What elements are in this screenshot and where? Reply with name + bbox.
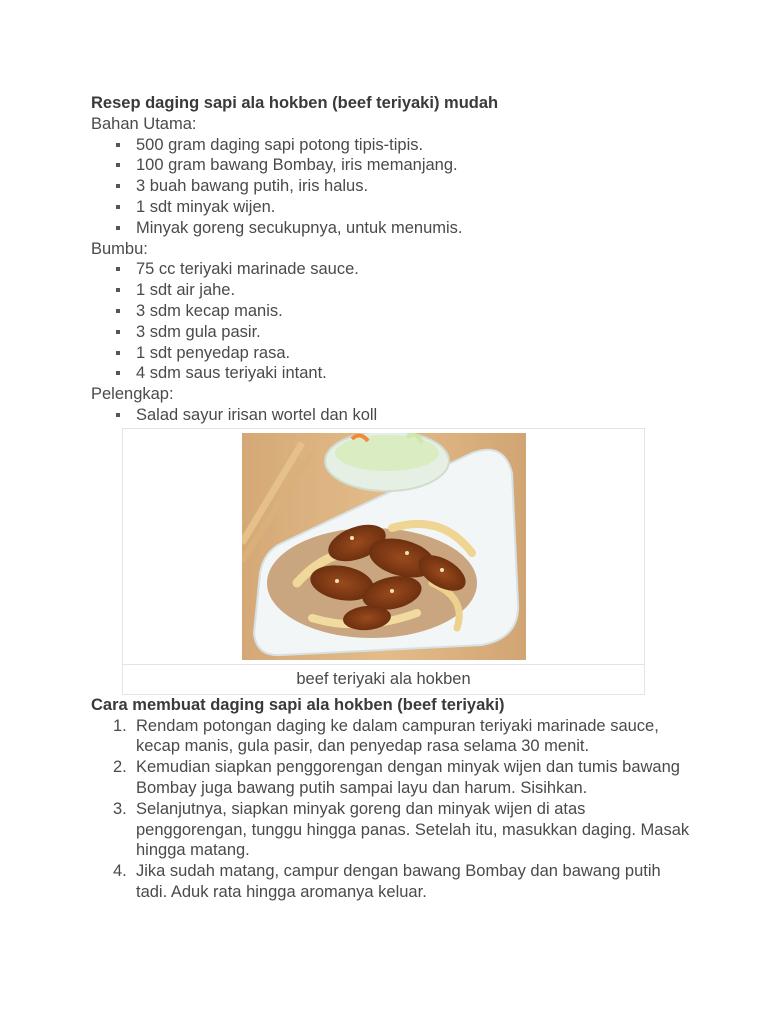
method-steps: [91, 716, 691, 903]
list-item: 1 sdt air jahe.: [91, 280, 691, 301]
list-item: 3 sdm gula pasir.: [91, 322, 691, 343]
spice-heading: Bumbu:: [91, 239, 148, 258]
spice-list: [91, 259, 691, 384]
list-item: Salad sayur irisan wortel dan koll: [91, 405, 691, 426]
step-number: 3.: [113, 799, 127, 818]
step-text: Selanjutnya, siapkan minyak goreng dan minyak wijen di atas penggorengan, tunggu hingga panas. Setelah itu, masukkan daging. Masak hingga matang.: [136, 799, 690, 860]
step-number: 2.: [113, 758, 127, 777]
side-heading: Pelengkap:: [91, 385, 174, 404]
step-text: Jika sudah matang, campur dengan bawang Bombay dan bawang putih tadi. Aduk rata hingga aromanya keluar.: [136, 862, 661, 901]
step-text: Rendam potongan daging ke dalam campuran teriyaki marinade sauce, kecap manis, gula pasir, dan penyedap rasa selama 30 menit.: [136, 716, 659, 756]
list-item: [91, 799, 691, 861]
main-ingredients-list: [91, 135, 691, 239]
list-item: 3 buah bawang putih, iris halus.: [91, 176, 691, 197]
step-number: 4.: [113, 862, 127, 881]
recipe-document: [91, 93, 691, 903]
side-list: [91, 405, 691, 426]
list-item: [91, 757, 691, 799]
list-item: Minyak goreng secukupnya, untuk menumis.: [91, 218, 691, 239]
list-item: 3 sdm kecap manis.: [91, 301, 691, 322]
list-item: [91, 861, 691, 903]
beef-teriyaki-photo: [242, 433, 526, 660]
list-item: 1 sdt minyak wijen.: [91, 197, 691, 218]
list-item: [91, 716, 691, 758]
list-item: 4 sdm saus teriyaki intant.: [91, 363, 691, 384]
list-item: 500 gram daging sapi potong tipis-tipis.: [91, 135, 691, 156]
method-title: Cara membuat daging sapi ala hokben (beef teriyaki): [91, 695, 505, 714]
main-ingredients-heading: Bahan Utama:: [91, 114, 197, 133]
step-text: Kemudian siapkan penggorengan dengan minyak wijen dan tumis bawang Bombay juga bawang putih sampai layu dan harum. Sisihkan.: [136, 758, 680, 797]
list-item: 1 sdt penyedap rasa.: [91, 343, 691, 364]
step-number: 1.: [113, 716, 127, 735]
image-caption: beef teriyaki ala hokben: [123, 664, 644, 694]
recipe-figure: [122, 428, 645, 695]
list-item: 100 gram bawang Bombay, iris memanjang.: [91, 155, 691, 176]
recipe-title: Resep daging sapi ala hokben (beef teriyaki) mudah: [91, 94, 499, 112]
list-item: 75 cc teriyaki marinade sauce.: [91, 259, 691, 280]
